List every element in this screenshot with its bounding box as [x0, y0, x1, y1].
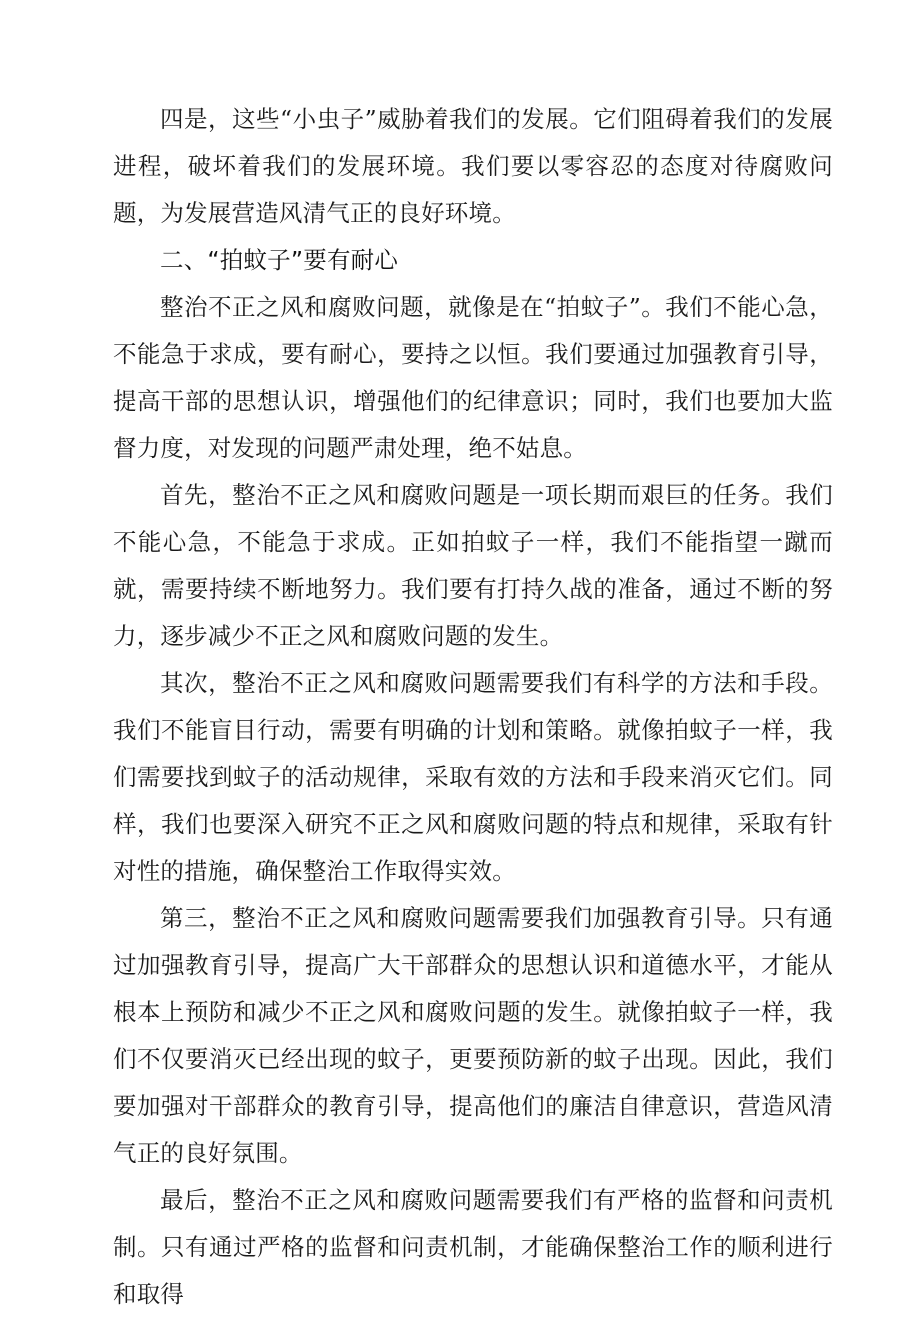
document-body	[113, 96, 833, 1318]
paragraph-first: 首先，整治不正之风和腐败问题是一项长期而艰巨的任务。我们不能心急，不能急于求成。正如拍蚊子一样，我们不能指望一蹴而就，需要持续不断地努力。我们要有打持久战的准备，通过不断的努力，逐步减少不正之风和腐败问题的发生。	[113, 481, 833, 650]
paragraph-second: 其次，整治不正之风和腐败问题需要我们有科学的方法和手段。我们不能盲目行动，需要有明确的计划和策略。就像拍蚊子一样，我们需要找到蚊子的活动规律，采取有效的方法和手段来消灭它们。同样，我们也要深入研究不正之风和腐败问题的特点和规律，采取有针对性的措施，确保整治工作取得实效。	[113, 669, 833, 885]
section-heading: 二、“拍蚊子”要有耐心	[160, 246, 399, 274]
paragraph-last: 最后，整治不正之风和腐败问题需要我们有严格的监督和问责机制。只有通过严格的监督和问责机制，才能确保整治工作的顺利进行和取得	[113, 1186, 833, 1308]
paragraph-third: 第三，整治不正之风和腐败问题需要我们加强教育引导。只有通过加强教育引导，提高广大干部群众的思想认识和道德水平，才能从根本上预防和减少不正之风和腐败问题的发生。就像拍蚊子一样，我们不仅要消灭已经出现的蚊子，更要预防新的蚊子出现。因此，我们要加强对干部群众的教育引导，提高他们的廉洁自律意识，营造风清气正的良好氛围。	[113, 904, 833, 1167]
paragraph-point-four: 四是，这些“小虫子”威胁着我们的发展。它们阻碍着我们的发展进程，破坏着我们的发展环境。我们要以零容忍的态度对待腐败问题，为发展营造风清气正的良好环境。	[113, 105, 833, 227]
paragraph-intro: 整治不正之风和腐败问题，就像是在“拍蚊子”。我们不能心急，不能急于求成，要有耐心，要持之以恒。我们要通过加强教育引导，提高干部的思想认识，增强他们的纪律意识；同时，我们也要加大监督力度，对发现的问题严肃处理，绝不姑息。	[113, 293, 833, 462]
